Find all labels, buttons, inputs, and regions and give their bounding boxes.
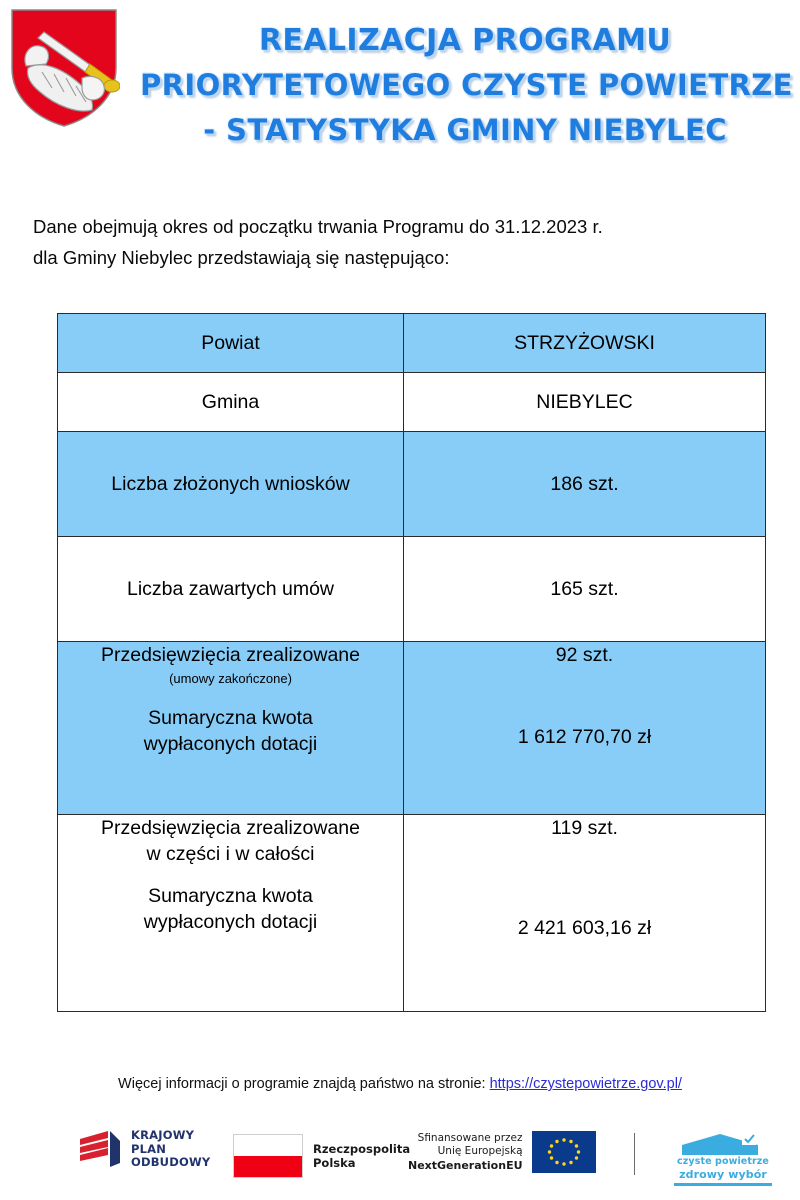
row-label-group — [58, 642, 404, 815]
flag-red-stripe — [234, 1156, 302, 1177]
row-value: NIEBYLEC — [404, 373, 766, 432]
table-row — [58, 815, 766, 1012]
kpo-line-3: ODBUDOWY — [131, 1155, 211, 1169]
row-label-second-line1: Sumaryczna kwota — [148, 885, 313, 907]
eu-funding-logo — [408, 1131, 596, 1173]
logo-divider — [634, 1133, 635, 1175]
table-row — [58, 537, 766, 642]
eu-line-2: Unię Europejską — [437, 1145, 523, 1158]
row-label: Liczba złożonych wniosków — [58, 432, 404, 537]
row-label-second-line2: wypłaconych dotacji — [143, 911, 318, 933]
eu-line-3: NextGenerationEU — [408, 1158, 523, 1172]
clean-air-line-1: czyste powietrze — [677, 1156, 769, 1167]
table-row — [58, 642, 766, 815]
kpo-logo — [78, 1129, 210, 1170]
spacer — [410, 668, 759, 724]
clean-air-line-2: zdrowy wybór — [679, 1167, 767, 1181]
footer-note — [0, 1076, 800, 1092]
table-row — [58, 373, 766, 432]
row-value-group — [404, 642, 766, 815]
row-label-sub: (umowy zakończone) — [169, 671, 292, 686]
poland-flag-icon — [233, 1134, 303, 1178]
eu-logo-text — [408, 1132, 523, 1173]
row-label: Gmina — [58, 373, 404, 432]
row-label-sub: w części i w całości — [146, 843, 315, 865]
row-label-group — [58, 815, 404, 1012]
kpo-line-2: PLAN — [131, 1141, 167, 1156]
row-label-second-line1: Sumaryczna kwota — [148, 707, 313, 729]
coat-of-arms-icon — [8, 6, 120, 128]
row-value: 165 szt. — [404, 537, 766, 642]
title-line-1: REALIZACJA PROGRAMU — [140, 18, 790, 63]
eu-flag-icon — [532, 1131, 596, 1173]
row-value-second: 2 421 603,16 zł — [517, 917, 652, 939]
row-label-second-line2: wypłaconych dotacji — [143, 733, 318, 755]
flag-white-stripe — [234, 1135, 302, 1156]
intro-paragraph — [33, 211, 773, 273]
row-label: Przedsięwzięcia zrealizowane — [100, 644, 361, 666]
table-row — [58, 432, 766, 537]
poland-logo — [233, 1134, 410, 1178]
poland-line-2: Polska — [313, 1156, 356, 1170]
row-value: STRZYŻOWSKI — [404, 314, 766, 373]
logo-bar — [0, 1125, 800, 1187]
row-value: 119 szt. — [551, 817, 618, 839]
poland-line-1: Rzeczpospolita — [313, 1142, 411, 1156]
row-value-group — [404, 815, 766, 1012]
intro-line-2: dla Gminy Niebylec przedstawiają się następująco: — [33, 247, 450, 268]
row-value-second: 1 612 770,70 zł — [517, 726, 652, 748]
row-value: 186 szt. — [404, 432, 766, 537]
poland-logo-text — [313, 1142, 410, 1170]
row-label: Przedsięwzięcia zrealizowane — [100, 817, 361, 839]
intro-line-1: Dane obejmują okres od początku trwania Programu do 31.12.2023 r. — [33, 216, 603, 237]
page-title — [140, 18, 793, 153]
spacer — [64, 689, 397, 705]
title-line-2: PRIORYTETOWEGO CZYSTE POWIETRZE — [140, 63, 790, 108]
footer-note-text: Więcej informacji o programie znajdą państwo na stronie: — [118, 1076, 490, 1092]
kpo-logo-text — [131, 1129, 210, 1170]
page-header — [0, 0, 800, 175]
house-icon — [668, 1133, 776, 1155]
clean-air-logo — [668, 1133, 778, 1186]
row-value: 92 szt. — [555, 644, 614, 666]
kpo-mark-icon — [78, 1129, 122, 1169]
statistics-table — [57, 313, 766, 1012]
kpo-line-1: KRAJOWY — [131, 1128, 195, 1142]
table-row — [58, 314, 766, 373]
spacer — [410, 841, 759, 915]
row-label: Powiat — [58, 314, 404, 373]
spacer — [64, 867, 397, 883]
clean-air-underline — [674, 1183, 772, 1186]
title-line-3: - STATYSTYKA GMINY NIEBYLEC — [140, 108, 790, 153]
clean-air-website-link[interactable]: https://czystepowietrze.gov.pl/ — [489, 1076, 682, 1092]
eu-line-1: Sfinansowane przez — [417, 1131, 523, 1144]
row-label: Liczba zawartych umów — [58, 537, 404, 642]
